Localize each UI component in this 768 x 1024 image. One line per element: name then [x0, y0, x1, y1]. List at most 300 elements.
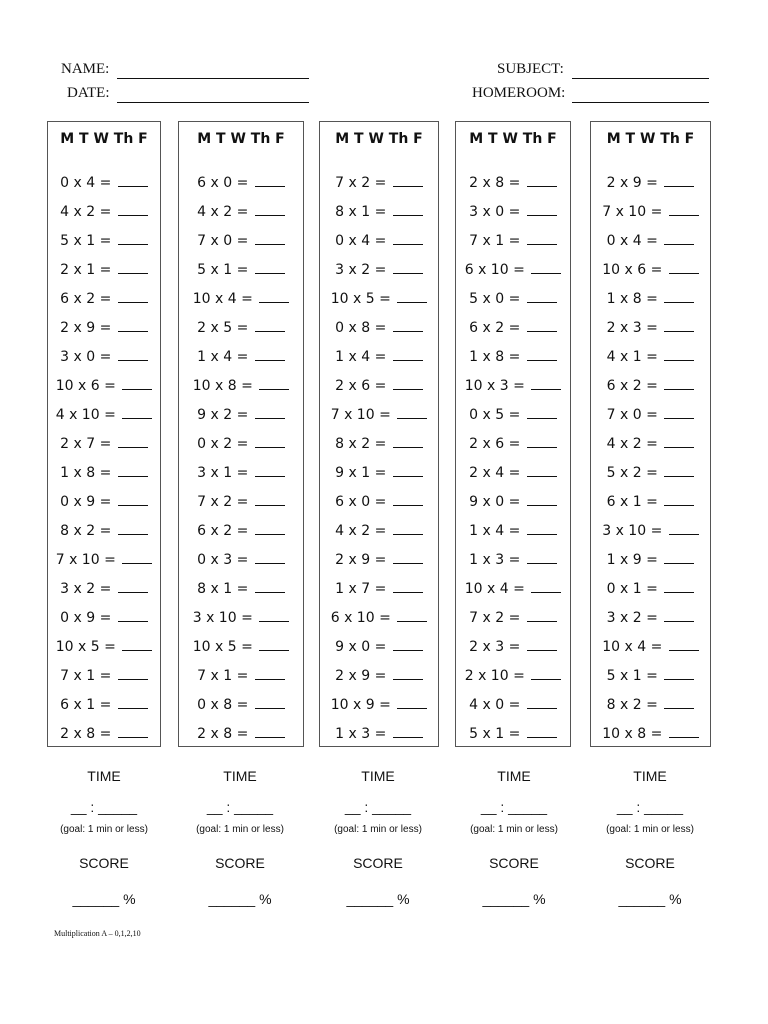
answer-blank[interactable] [527, 549, 557, 564]
answer-blank[interactable] [255, 201, 285, 216]
answer-blank[interactable] [393, 723, 423, 738]
problem-text: 7 x 10 = [602, 204, 663, 220]
problem-item [179, 172, 303, 201]
problem-item [456, 723, 570, 752]
problem-item [591, 462, 710, 491]
answer-blank[interactable] [393, 230, 423, 245]
answer-blank[interactable] [527, 636, 557, 651]
problem-text: 3 x 1 = [197, 465, 249, 481]
problem-text: 10 x 5 = [192, 639, 253, 655]
problem-item [591, 549, 710, 578]
days-of-week-header: M T W Th F [469, 131, 557, 147]
answer-blank[interactable] [664, 375, 694, 390]
problem-text: 2 x 9 = [335, 552, 387, 568]
problem-item [320, 433, 438, 462]
problem-item [591, 433, 710, 462]
problem-text: 7 x 0 = [606, 407, 658, 423]
problem-item [320, 520, 438, 549]
problem-item [591, 172, 710, 201]
problem-list [48, 172, 160, 752]
answer-blank[interactable] [664, 404, 694, 419]
answer-blank[interactable] [118, 346, 148, 361]
problem-item [456, 404, 570, 433]
problem-item [48, 375, 160, 404]
answer-blank[interactable] [122, 636, 152, 651]
score-blank[interactable]: ______ % [618, 891, 682, 907]
problem-item [179, 375, 303, 404]
answer-blank[interactable] [669, 520, 699, 535]
answer-blank[interactable] [393, 462, 423, 477]
problem-item [591, 346, 710, 375]
answer-blank[interactable] [118, 259, 148, 274]
problem-text: 4 x 10 = [55, 407, 116, 423]
problem-text: 10 x 3 = [464, 378, 525, 394]
problem-item [320, 172, 438, 201]
time-blank[interactable]: __ : _____ [344, 799, 412, 815]
answer-blank[interactable] [527, 694, 557, 709]
problem-column-4 [455, 121, 571, 747]
answer-blank[interactable] [255, 694, 285, 709]
problem-item [179, 520, 303, 549]
problem-item [320, 578, 438, 607]
problem-column-3 [319, 121, 439, 747]
answer-blank[interactable] [664, 491, 694, 506]
problem-item [320, 723, 438, 752]
answer-blank[interactable] [664, 346, 694, 361]
problem-item [48, 172, 160, 201]
time-blank[interactable]: __ : _____ [616, 799, 684, 815]
problem-text: 2 x 7 = [60, 436, 112, 452]
problem-text: 3 x 10 = [192, 610, 253, 626]
time-goal-note: (goal: 1 min or less) [60, 824, 148, 835]
problem-text: 9 x 2 = [197, 407, 249, 423]
problem-item [179, 259, 303, 288]
problem-item [591, 694, 710, 723]
problem-text: 0 x 8 = [197, 697, 249, 713]
score-blank[interactable]: ______ % [482, 891, 546, 907]
answer-blank[interactable] [255, 549, 285, 564]
problem-text: 5 x 2 = [606, 465, 658, 481]
answer-blank[interactable] [118, 433, 148, 448]
problem-text: 10 x 8 = [602, 726, 663, 742]
answer-blank[interactable] [531, 578, 561, 593]
problem-text: 2 x 9 = [606, 175, 658, 191]
answer-blank[interactable] [118, 462, 148, 477]
answer-blank[interactable] [527, 404, 557, 419]
score-blank[interactable]: ______ % [72, 891, 136, 907]
answer-blank[interactable] [664, 694, 694, 709]
score-label: SCORE [489, 855, 539, 871]
answer-blank[interactable] [397, 404, 427, 419]
answer-blank[interactable] [393, 346, 423, 361]
problem-item [179, 491, 303, 520]
answer-blank[interactable] [527, 607, 557, 622]
problem-text: 7 x 1 = [469, 233, 521, 249]
problem-item [48, 201, 160, 230]
problem-text: 6 x 2 = [469, 320, 521, 336]
problem-item [48, 694, 160, 723]
problem-item [320, 694, 438, 723]
problem-text: 6 x 10 = [464, 262, 525, 278]
problem-item [320, 375, 438, 404]
problem-text: 0 x 3 = [197, 552, 249, 568]
problem-item [591, 491, 710, 520]
problem-text: 3 x 2 = [335, 262, 387, 278]
problem-text: 1 x 3 = [335, 726, 387, 742]
answer-blank[interactable] [527, 462, 557, 477]
problem-text: 9 x 0 = [335, 639, 387, 655]
subject-row [497, 61, 564, 78]
problem-text: 10 x 5 = [55, 639, 116, 655]
answer-blank[interactable] [664, 433, 694, 448]
problem-text: 4 x 2 = [335, 523, 387, 539]
problem-text: 6 x 0 = [197, 175, 249, 191]
answer-blank[interactable] [255, 346, 285, 361]
time-blank[interactable]: __ : _____ [206, 799, 274, 815]
answer-blank[interactable] [255, 259, 285, 274]
days-of-week-header: M T W Th F [197, 131, 285, 147]
answer-blank[interactable] [118, 520, 148, 535]
problem-item [591, 520, 710, 549]
date-label: DATE: [67, 85, 110, 101]
problem-item [179, 694, 303, 723]
answer-blank[interactable] [397, 288, 427, 303]
answer-blank[interactable] [393, 636, 423, 651]
problem-column-1 [47, 121, 161, 747]
answer-blank[interactable] [531, 259, 561, 274]
answer-blank[interactable] [664, 665, 694, 680]
problem-item [456, 607, 570, 636]
problem-item [179, 317, 303, 346]
problem-item [456, 665, 570, 694]
homeroom-label: HOMEROOM: [472, 85, 566, 101]
answer-blank[interactable] [255, 491, 285, 506]
problem-text: 7 x 0 = [197, 233, 249, 249]
problem-item [456, 520, 570, 549]
time-goal-note: (goal: 1 min or less) [606, 824, 694, 835]
answer-blank[interactable] [255, 433, 285, 448]
time-label: TIME [361, 768, 395, 784]
problem-text: 2 x 9 = [335, 668, 387, 684]
answer-blank[interactable] [527, 201, 557, 216]
answer-blank[interactable] [255, 317, 285, 332]
problem-item [591, 230, 710, 259]
time-blank[interactable]: __ : _____ [70, 799, 138, 815]
problem-item [320, 636, 438, 665]
problem-text: 6 x 1 = [60, 697, 112, 713]
problem-item [456, 375, 570, 404]
answer-blank[interactable] [527, 230, 557, 245]
answer-blank[interactable] [527, 723, 557, 738]
answer-blank[interactable] [255, 172, 285, 187]
answer-blank[interactable] [393, 665, 423, 680]
problem-item [456, 491, 570, 520]
problem-text: 0 x 9 = [60, 494, 112, 510]
answer-blank[interactable] [259, 607, 289, 622]
problem-item [456, 694, 570, 723]
problem-text: 8 x 2 = [60, 523, 112, 539]
problem-item [591, 317, 710, 346]
answer-blank[interactable] [527, 433, 557, 448]
problem-item [320, 607, 438, 636]
problem-item [48, 578, 160, 607]
answer-blank[interactable] [664, 607, 694, 622]
problem-list [591, 172, 710, 752]
answer-blank[interactable] [118, 578, 148, 593]
problem-text: 6 x 2 = [606, 378, 658, 394]
answer-blank[interactable] [527, 172, 557, 187]
problem-text: 5 x 1 = [60, 233, 112, 249]
problem-item [320, 346, 438, 375]
problem-text: 1 x 8 = [60, 465, 112, 481]
problem-item [48, 723, 160, 752]
problem-text: 2 x 10 = [464, 668, 525, 684]
problem-item [591, 723, 710, 752]
problem-item [591, 259, 710, 288]
answer-blank[interactable] [397, 694, 427, 709]
problem-item [456, 346, 570, 375]
name-label: NAME: [61, 61, 110, 77]
problem-text: 6 x 10 = [330, 610, 391, 626]
answer-blank[interactable] [664, 317, 694, 332]
answer-blank[interactable] [118, 491, 148, 506]
answer-blank[interactable] [259, 288, 289, 303]
homeroom-line[interactable] [572, 102, 709, 103]
score-blank[interactable]: ______ % [208, 891, 272, 907]
answer-blank[interactable] [122, 404, 152, 419]
problem-text: 3 x 2 = [60, 581, 112, 597]
problem-item [179, 462, 303, 491]
answer-blank[interactable] [393, 317, 423, 332]
time-label: TIME [497, 768, 531, 784]
answer-blank[interactable] [531, 665, 561, 680]
problem-text: 2 x 6 = [335, 378, 387, 394]
problem-list [179, 172, 303, 752]
problem-text: 3 x 10 = [602, 523, 663, 539]
problem-text: 7 x 2 = [335, 175, 387, 191]
answer-blank[interactable] [118, 317, 148, 332]
problem-item [320, 404, 438, 433]
problem-item [591, 607, 710, 636]
answer-blank[interactable] [669, 259, 699, 274]
date-line[interactable] [117, 102, 309, 103]
answer-blank[interactable] [255, 665, 285, 680]
problem-text: 8 x 1 = [335, 204, 387, 220]
problem-text: 10 x 9 = [330, 697, 391, 713]
answer-blank[interactable] [531, 375, 561, 390]
answer-blank[interactable] [393, 491, 423, 506]
problem-text: 10 x 4 = [602, 639, 663, 655]
problem-item [48, 520, 160, 549]
answer-blank[interactable] [255, 578, 285, 593]
answer-blank[interactable] [393, 201, 423, 216]
problem-item [48, 607, 160, 636]
problem-text: 2 x 3 = [469, 639, 521, 655]
answer-blank[interactable] [259, 375, 289, 390]
answer-blank[interactable] [393, 520, 423, 535]
problem-text: 4 x 0 = [469, 697, 521, 713]
problem-item [179, 288, 303, 317]
problem-text: 0 x 2 = [197, 436, 249, 452]
problem-text: 1 x 8 = [469, 349, 521, 365]
answer-blank[interactable] [118, 723, 148, 738]
problem-text: 4 x 2 = [60, 204, 112, 220]
answer-blank[interactable] [118, 607, 148, 622]
answer-blank[interactable] [118, 694, 148, 709]
answer-blank[interactable] [669, 723, 699, 738]
problem-item [179, 230, 303, 259]
time-blank[interactable]: __ : _____ [480, 799, 548, 815]
answer-blank[interactable] [669, 201, 699, 216]
problem-item [320, 230, 438, 259]
problem-item [179, 433, 303, 462]
answer-blank[interactable] [664, 549, 694, 564]
answer-blank[interactable] [255, 723, 285, 738]
answer-blank[interactable] [664, 578, 694, 593]
problem-text: 2 x 1 = [60, 262, 112, 278]
score-label: SCORE [625, 855, 675, 871]
time-goal-note: (goal: 1 min or less) [334, 824, 422, 835]
problem-text: 7 x 2 = [197, 494, 249, 510]
answer-blank[interactable] [527, 288, 557, 303]
problem-text: 1 x 4 = [469, 523, 521, 539]
problem-item [320, 462, 438, 491]
problem-text: 0 x 4 = [335, 233, 387, 249]
score-block-5 [580, 768, 720, 918]
answer-blank[interactable] [664, 288, 694, 303]
answer-blank[interactable] [393, 578, 423, 593]
answer-blank[interactable] [664, 172, 694, 187]
problem-text: 0 x 5 = [469, 407, 521, 423]
problem-text: 0 x 4 = [606, 233, 658, 249]
subject-line[interactable] [572, 78, 709, 79]
answer-blank[interactable] [527, 520, 557, 535]
problem-text: 4 x 1 = [606, 349, 658, 365]
problem-text: 3 x 0 = [60, 349, 112, 365]
answer-blank[interactable] [259, 636, 289, 651]
problem-item [320, 491, 438, 520]
score-block-2 [170, 768, 310, 918]
answer-blank[interactable] [664, 462, 694, 477]
answer-blank[interactable] [118, 201, 148, 216]
problem-item [179, 404, 303, 433]
problem-text: 10 x 8 = [192, 378, 253, 394]
problem-item [456, 230, 570, 259]
answer-blank[interactable] [393, 433, 423, 448]
problem-text: 2 x 6 = [469, 436, 521, 452]
problem-text: 3 x 2 = [606, 610, 658, 626]
score-block-1 [34, 768, 174, 918]
problem-item [456, 172, 570, 201]
problem-text: 8 x 1 = [197, 581, 249, 597]
problem-text: 2 x 5 = [197, 320, 249, 336]
answer-blank[interactable] [118, 288, 148, 303]
time-goal-note: (goal: 1 min or less) [470, 824, 558, 835]
answer-blank[interactable] [393, 549, 423, 564]
time-label: TIME [633, 768, 667, 784]
problem-item [48, 230, 160, 259]
problem-text: 0 x 9 = [60, 610, 112, 626]
problem-text: 2 x 8 = [469, 175, 521, 191]
problem-item [456, 636, 570, 665]
answer-blank[interactable] [118, 172, 148, 187]
problem-item [591, 288, 710, 317]
problem-item [179, 346, 303, 375]
subject-label: SUBJECT: [497, 61, 564, 77]
answer-blank[interactable] [255, 404, 285, 419]
problem-item [591, 375, 710, 404]
answer-blank[interactable] [397, 607, 427, 622]
answer-blank[interactable] [527, 317, 557, 332]
answer-blank[interactable] [393, 172, 423, 187]
answer-blank[interactable] [255, 230, 285, 245]
problem-item [179, 607, 303, 636]
problem-item [179, 636, 303, 665]
problem-text: 1 x 9 = [606, 552, 658, 568]
time-goal-note: (goal: 1 min or less) [196, 824, 284, 835]
score-blank[interactable]: ______ % [346, 891, 410, 907]
problem-text: 6 x 2 = [197, 523, 249, 539]
problem-item [48, 288, 160, 317]
problem-item [591, 201, 710, 230]
problem-text: 7 x 10 = [55, 552, 116, 568]
problem-item [456, 288, 570, 317]
problem-text: 9 x 0 = [469, 494, 521, 510]
answer-blank[interactable] [527, 491, 557, 506]
problem-item [48, 665, 160, 694]
answer-blank[interactable] [527, 346, 557, 361]
problem-text: 6 x 1 = [606, 494, 658, 510]
problem-text: 1 x 7 = [335, 581, 387, 597]
problem-text: 5 x 1 = [606, 668, 658, 684]
problem-text: 2 x 9 = [60, 320, 112, 336]
problem-item [320, 665, 438, 694]
time-label: TIME [87, 768, 121, 784]
answer-blank[interactable] [122, 375, 152, 390]
answer-blank[interactable] [255, 462, 285, 477]
score-block-3 [308, 768, 448, 918]
answer-blank[interactable] [255, 520, 285, 535]
answer-blank[interactable] [669, 636, 699, 651]
problem-item [179, 723, 303, 752]
answer-blank[interactable] [393, 375, 423, 390]
problem-text: 2 x 3 = [606, 320, 658, 336]
problem-item [591, 404, 710, 433]
answer-blank[interactable] [393, 259, 423, 274]
score-block-4 [444, 768, 584, 918]
problem-column-2 [178, 121, 304, 747]
answer-blank[interactable] [664, 230, 694, 245]
problem-item [456, 433, 570, 462]
problem-text: 8 x 2 = [606, 697, 658, 713]
problem-text: 5 x 1 = [469, 726, 521, 742]
problem-text: 2 x 8 = [60, 726, 112, 742]
problem-item [320, 201, 438, 230]
answer-blank[interactable] [122, 549, 152, 564]
problem-item [179, 665, 303, 694]
problem-text: 10 x 6 = [55, 378, 116, 394]
problem-item [456, 201, 570, 230]
problem-text: 5 x 0 = [469, 291, 521, 307]
answer-blank[interactable] [118, 230, 148, 245]
problem-item [48, 346, 160, 375]
days-of-week-header: M T W Th F [606, 131, 695, 147]
name-line[interactable] [117, 78, 309, 79]
problem-text: 5 x 1 = [197, 262, 249, 278]
problem-text: 1 x 8 = [606, 291, 658, 307]
problem-text: 1 x 3 = [469, 552, 521, 568]
answer-blank[interactable] [118, 665, 148, 680]
